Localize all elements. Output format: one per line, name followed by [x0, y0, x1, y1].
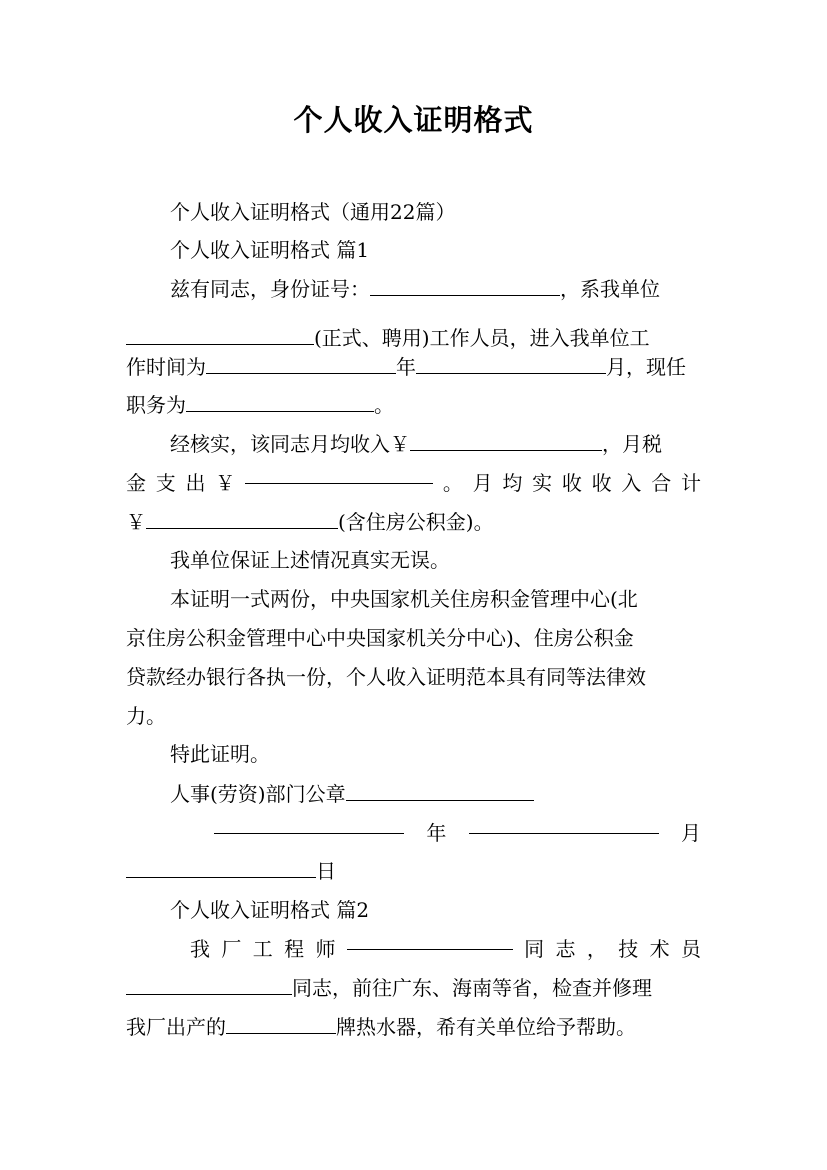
char: 收 — [561, 471, 582, 495]
technician-blank — [126, 975, 292, 995]
char: 工 — [252, 937, 273, 961]
text: 职务为 — [126, 393, 186, 417]
char: 我 — [190, 937, 210, 961]
para4-line3: 贷款经办银行各执一份，个人收入证明范本具有同等法律效 — [126, 665, 646, 689]
page-title: 个人收入证明格式 — [293, 103, 534, 137]
text: 月，现任 — [606, 355, 686, 379]
date-line — [126, 814, 701, 852]
text: 。 — [374, 393, 394, 417]
para1-line4 — [126, 386, 701, 424]
char: 员 — [680, 937, 701, 961]
blank-field — [186, 392, 374, 412]
para2-line1 — [126, 425, 701, 463]
date-line2 — [126, 852, 701, 890]
text: ，系我单位 — [560, 277, 660, 301]
text: 日 — [316, 859, 336, 883]
char: 合 — [651, 471, 672, 495]
text: 牌热水器，希有关单位给予帮助。 — [336, 1015, 636, 1039]
char: 厂 — [221, 937, 242, 961]
blank-field — [206, 354, 396, 374]
para2-line3 — [126, 503, 701, 541]
id-number-blank — [370, 276, 560, 296]
char: 均 — [502, 471, 523, 495]
text: 同志，前往广东、海南等省，检查并修理 — [292, 976, 652, 1000]
seal-line — [126, 775, 701, 813]
char: 程 — [284, 937, 305, 961]
section2-line1 — [126, 930, 701, 968]
para1-line1 — [126, 270, 701, 308]
net-income-blank — [146, 509, 338, 529]
text: ，月税 — [602, 432, 662, 456]
date-blank — [126, 858, 316, 878]
char: 。 — [442, 471, 463, 495]
para4-line4: 力。 — [126, 704, 166, 728]
section2-line2 — [126, 969, 701, 1007]
para4-line2: 京住房公积金管理中心中央国家机关分中心)、住房公积金 — [126, 626, 634, 650]
section2-line3 — [126, 1008, 701, 1046]
para3: 我单位保证上述情况真实无误。 — [170, 548, 450, 572]
char: 计 — [680, 471, 701, 495]
para2-line2 — [126, 464, 701, 502]
char: 技 — [618, 937, 639, 961]
para4-line1: 本证明一式两份，中央国家机关住房积金管理中心(北 — [170, 587, 638, 611]
char: 入 — [621, 471, 642, 495]
char: 金 — [126, 471, 146, 495]
text: (正式、聘用)工作人员，进入我单位工 — [314, 326, 650, 350]
blank-field — [126, 325, 314, 345]
seal-blank — [346, 781, 534, 801]
char: 志 — [555, 937, 576, 961]
para1-line3 — [126, 348, 701, 386]
char: 同 — [524, 937, 545, 961]
text: 月 — [680, 821, 701, 845]
char: 出 — [185, 471, 206, 495]
text: 年 — [396, 355, 416, 379]
section2-heading: 个人收入证明格式 篇2 — [170, 898, 370, 922]
char: ￥ — [215, 471, 236, 495]
tax-blank — [245, 464, 433, 484]
text: 经核实，该同志月均收入￥ — [170, 432, 410, 456]
text: 年 — [426, 821, 447, 845]
char: ， — [586, 937, 607, 961]
char: 师 — [315, 937, 336, 961]
brand-blank — [226, 1014, 336, 1034]
date-blank — [214, 814, 404, 834]
para5: 特此证明。 — [170, 742, 270, 766]
char: 实 — [532, 471, 553, 495]
text: 作时间为 — [126, 355, 206, 379]
income-blank — [410, 431, 602, 451]
date-blank — [469, 814, 659, 834]
text: 兹有同志，身份证号： — [170, 277, 370, 301]
section1-heading: 个人收入证明格式 篇1 — [170, 238, 370, 262]
char: 月 — [472, 471, 493, 495]
char: 收 — [591, 471, 612, 495]
engineer-blank — [347, 930, 513, 950]
text: ￥ — [126, 510, 146, 534]
blank-field — [416, 354, 606, 374]
text: 人事(劳资)部门公章 — [170, 782, 346, 806]
intro-line: 个人收入证明格式（通用22篇） — [170, 200, 456, 224]
char: 术 — [649, 937, 670, 961]
text: (含住房公积金)。 — [338, 510, 494, 534]
text: 我厂出产的 — [126, 1015, 226, 1039]
char: 支 — [155, 471, 176, 495]
